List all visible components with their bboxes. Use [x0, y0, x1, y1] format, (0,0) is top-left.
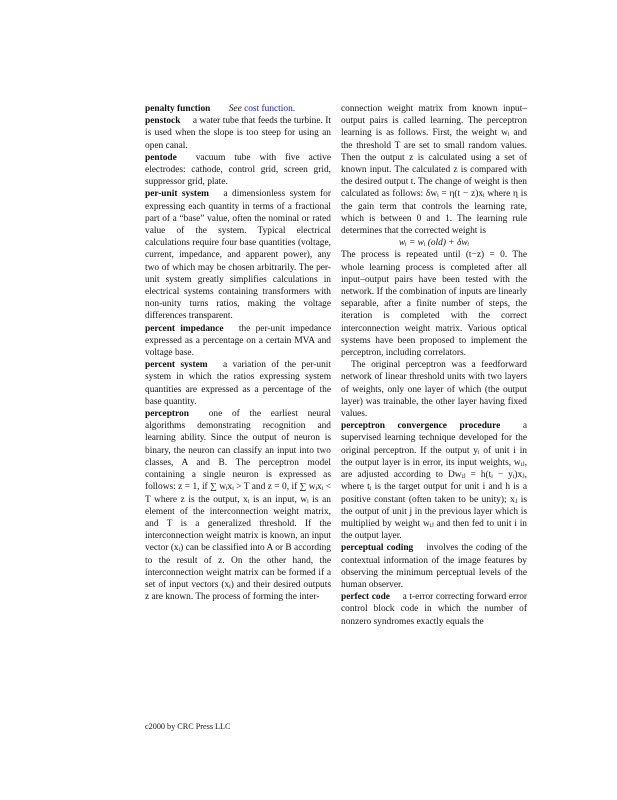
- definition-per-unit-system: a dimensionless system for expressing each quantity in terms of a fractional part of a “base” value, often the nominal or rated value of the system. Typical electrical calculations require four base quantities (voltage, current, impedance, and apparent power), any two of which may be chosen arbitrarily. The per-unit system greatly simplifies calculations in electrical systems containing transformers with non-unity turns ratios, making the voltage differences transparent.: [145, 189, 331, 322]
- perceptron-original: The original perceptron was a feedforward network of linear threshold units with two layers of weights, only one layer of which (the output layer) was trainable, the other layer having fixed values.: [341, 360, 527, 420]
- entry-penstock: [145, 115, 331, 152]
- perceptron-after-equation: The process is repeated until (t−z) = 0. The whole learning process is completed after all input–output pairs have been tested with the network. If the combination of inputs are linearly separable, after a finite number of steps, the iteration is completed with the correct interconnection weight matrix. Various optical systems have been proposed to implement the perceptron, including correlators.: [341, 250, 527, 359]
- entry-per-unit-system: [145, 188, 331, 322]
- copyright-footer: c2000 by CRC Press LLC: [145, 722, 231, 731]
- see-label: See: [228, 104, 242, 114]
- definition-percent-impedance: the per-unit impedance expressed as a percentage on a certain MVA and voltage base.: [145, 323, 331, 359]
- perceptron-continued: connection weight matrix from known input–output pairs is called learning. The perceptron learning is as follows. First, the weight wᵢ and the threshold T are set to small random values. Then the output z is calculated using a set of known input. The calculated z is compared with the desired output t. The change of weight is then calculated as follows: δwᵢ = η(t − z)xᵢ where η is the gain term that controls the learning rate, which is between 0 and 1. The learning rule determines that the corrected weight is: [341, 104, 527, 237]
- term-perceptron: perceptron: [145, 409, 189, 420]
- term-penstock: penstock: [145, 116, 181, 127]
- term-perfect-code: perfect code: [341, 592, 390, 603]
- definition-percent-system: a variation of the per-unit system in which the ratios expressing system quantities are expressed as a percentage of the base quantity.: [145, 360, 332, 407]
- entry-perfect-code: [341, 591, 527, 628]
- left-column: [145, 103, 331, 603]
- right-column: [341, 103, 527, 628]
- entry-perceptron: [145, 408, 331, 603]
- entry-pentode: [145, 152, 331, 189]
- definition-perceptron-convergence: a supervised learning technique developed for the original perceptron. If the output yᵢ of unit i in the output layer is in error, its input weights, wᵢⱼ, are adjusted according to Dwᵢⱼ = h(tᵢ − yᵢ)xⱼ, where tᵢ is the target output for unit i and h is a positive constant (often taken to be unity); xⱼ is the output of unit j in the previous layer which is multiplied by weight wᵢⱼ and then fed to unit i in the output layer.: [341, 421, 528, 542]
- weight-update-equation: wᵢ = wᵢ (old) + δwᵢ: [398, 238, 470, 249]
- term-perceptron-convergence: perceptron convergence procedure: [341, 421, 501, 432]
- definition-perfect-code: a t-error correcting forward error control block code in which the number of nonzero syndromes exactly equals the: [341, 592, 528, 627]
- term-pentode: pentode: [145, 152, 177, 163]
- term-percent-impedance: percent impedance: [145, 323, 224, 334]
- definition-penstock: a water tube that feeds the turbine. It is used when the slope is too steep for using an open canal.: [145, 116, 332, 151]
- entry-penalty-function: [145, 103, 331, 115]
- entry-percent-system: [145, 359, 331, 408]
- entry-perceptual-coding: [341, 542, 527, 591]
- entry-perceptron-convergence: [341, 420, 527, 542]
- definition-pentode: vacuum tube with five active electrodes: cathode, control grid, screen grid, suppressor grid, plate.: [145, 152, 331, 188]
- definition-perceptron: one of the earliest neural algorithms demonstrating recognition and learning ability. Since the output of neuron is binary, the neuron can classify an input into two classes, A and B. The perceptron model containing a single neuron is expressed as follows: z = 1, if ∑ wᵢxᵢ > T and z = 0, if ∑ wᵢxᵢ < T where z is the output, xᵢ is an input, wᵢ is an element of the interconnection weight matrix, and T is a generalized threshold. If the interconnection weight matrix is known, an input vector (xᵢ) can be classified into A or B according to the result of z. On the other hand, the interconnection weight matrix can be formed if a set of input vectors (xᵢ) and their desired outputs z are known. The process of forming the inter-: [145, 409, 332, 603]
- term-penalty-function: penalty function: [145, 104, 211, 114]
- term-percent-system: percent system: [145, 360, 208, 371]
- definition-perceptual-coding: involves the coding of the contextual information of the image features by observing the minimum perceptual levels of the human observer.: [341, 543, 527, 590]
- term-per-unit-system: per-unit system: [145, 189, 209, 200]
- entry-percent-impedance: [145, 323, 331, 360]
- cost-function-link[interactable]: cost function.: [244, 104, 296, 114]
- term-perceptual-coding: perceptual coding: [341, 543, 414, 554]
